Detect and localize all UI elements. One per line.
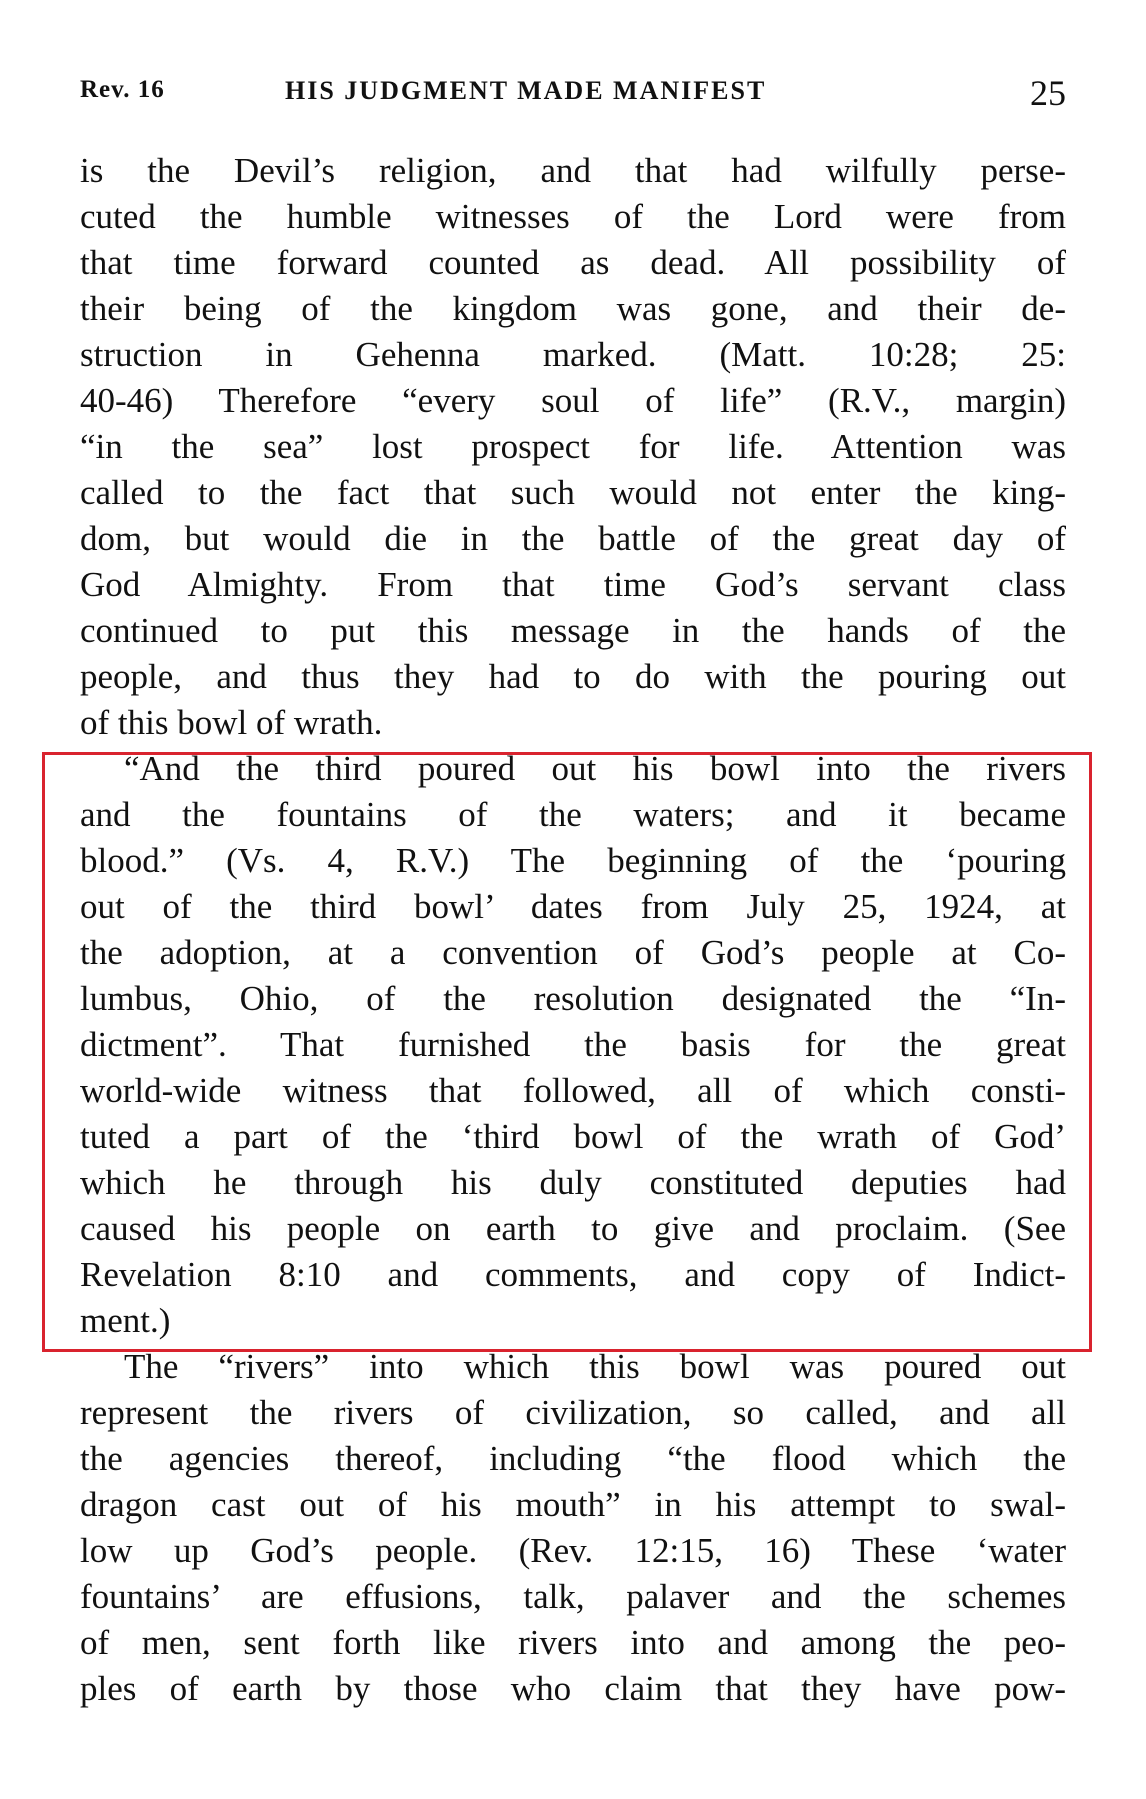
text-line: low up God’s people. (Rev. 12:15, 16) These ‘water xyxy=(80,1531,1066,1570)
text-line: dragon cast out of his mouth” in his attempt to swal- xyxy=(80,1485,1066,1524)
text-line: the agencies thereof, including “the flood which the xyxy=(80,1439,1066,1478)
text-line: out of the third bowl’ dates from July 25, 1924, at xyxy=(80,887,1066,926)
text-line: continued to put this message in the hands of the xyxy=(80,611,1066,650)
text-line: ples of earth by those who claim that they have pow- xyxy=(80,1669,1066,1708)
text-line: “And the third poured out his bowl into the rivers xyxy=(124,749,1066,788)
text-line: caused his people on earth to give and proclaim. (See xyxy=(80,1209,1066,1248)
text-line: dictment”. That furnished the basis for the great xyxy=(80,1025,1066,1064)
paragraph-2-highlighted xyxy=(80,746,1066,1344)
text-line: and the fountains of the waters; and it became xyxy=(80,795,1066,834)
page-number: 25 xyxy=(1030,73,1066,113)
text-line: of men, sent forth like rivers into and among the peo- xyxy=(80,1623,1066,1662)
text-line: their being of the kingdom was gone, and their de- xyxy=(80,289,1066,328)
text-line: cuted the humble witnesses of the Lord were from xyxy=(80,197,1066,236)
text-line: called to the fact that such would not enter the king- xyxy=(80,473,1066,512)
text-line: fountains’ are effusions, talk, palaver and the schemes xyxy=(80,1577,1066,1616)
text-line: Revelation 8:10 and comments, and copy of Indict- xyxy=(80,1255,1066,1294)
running-header xyxy=(80,72,1066,116)
text-line: blood.” (Vs. 4, R.V.) The beginning of the ‘pouring xyxy=(80,841,1066,880)
text-line: ment.) xyxy=(80,1301,171,1340)
text-line: is the Devil’s religion, and that had wilfully perse- xyxy=(80,151,1066,190)
text-line: of this bowl of wrath. xyxy=(80,703,383,742)
header-title: HIS JUDGMENT MADE MANIFEST xyxy=(285,76,767,105)
paragraph-1 xyxy=(80,148,1066,746)
text-line: that time forward counted as dead. All possibility of xyxy=(80,243,1066,282)
text-line: God Almighty. From that time God’s servant class xyxy=(80,565,1066,604)
text-line: lumbus, Ohio, of the resolution designated the “In- xyxy=(80,979,1066,1018)
text-line: dom, but would die in the battle of the great day of xyxy=(80,519,1066,558)
text-line: world-wide witness that followed, all of which consti- xyxy=(80,1071,1066,1110)
text-line: people, and thus they had to do with the pouring out xyxy=(80,657,1066,696)
paragraph-3 xyxy=(80,1344,1066,1712)
text-line: “in the sea” lost prospect for life. Attention was xyxy=(80,427,1066,466)
text-line: The “rivers” into which this bowl was poured out xyxy=(124,1347,1066,1386)
body-text xyxy=(80,148,1066,1712)
text-line: tuted a part of the ‘third bowl of the wrath of God’ xyxy=(80,1117,1066,1156)
text-line: which he through his duly constituted deputies had xyxy=(80,1163,1066,1202)
text-line: represent the rivers of civilization, so called, and all xyxy=(80,1393,1066,1432)
text-line: the adoption, at a convention of God’s people at Co- xyxy=(80,933,1066,972)
header-chapter-ref: Rev. 16 xyxy=(80,76,165,103)
text-line: struction in Gehenna marked. (Matt. 10:28; 25: xyxy=(80,335,1066,374)
text-line: 40-46) Therefore “every soul of life” (R.V., margin) xyxy=(80,381,1066,420)
